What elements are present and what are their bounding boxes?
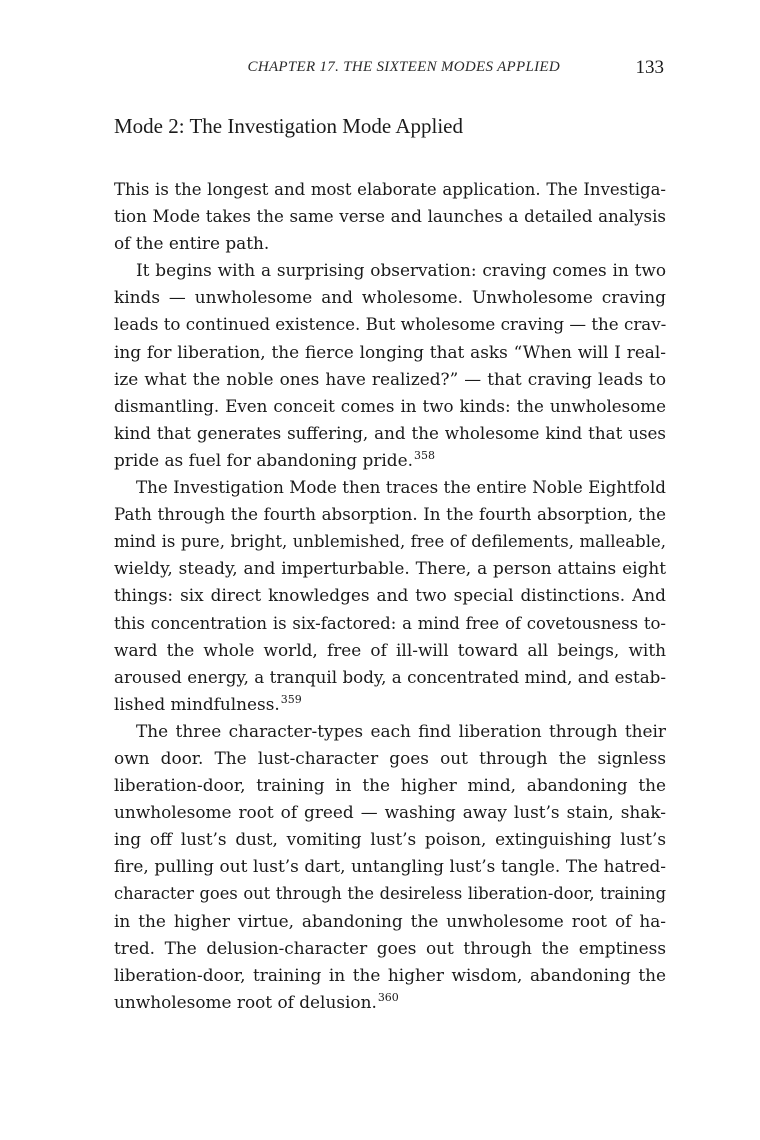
text-line: kinds — unwholesome and wholesome. Unwholesome craving: [114, 287, 666, 308]
text-line: [114, 691, 666, 718]
text-line: of the entire path.: [114, 233, 270, 254]
section-heading: Mode 2: The Investigation Mode Applied: [114, 114, 463, 138]
text-line: character goes out through the desireless liberation-door, training: [114, 884, 666, 904]
text-line: ize what the noble ones have realized?” — that craving leads to: [114, 368, 666, 389]
text-line: own door. The lust-character goes out through the signless: [114, 747, 666, 768]
footnote-marker[interactable]: 359: [280, 692, 302, 706]
text-line: tion Mode takes the same verse and launches a detailed analysis: [114, 206, 666, 227]
text-line: This is the longest and most elaborate application. The Investiga-: [114, 180, 666, 199]
text-line: tred. The delusion-character goes out through the emptiness: [114, 937, 666, 958]
text-line: Path through the fourth absorption. In the fourth absorption, the: [114, 504, 666, 525]
text-line: in the higher virtue, abandoning the unwholesome root of ha-: [114, 910, 666, 931]
paragraph-4: [114, 718, 666, 1016]
text-line: kind that generates suffering, and the wholesome kind that uses: [114, 422, 666, 443]
paragraph-2: [114, 257, 666, 474]
footnote-marker[interactable]: 358: [413, 448, 435, 462]
running-title: CHAPTER 17. THE SIXTEEN MODES APPLIED: [247, 59, 560, 75]
running-header: [114, 57, 666, 81]
text-line: The three character-types each find liberation through their: [136, 720, 666, 741]
text-line: leads to continued existence. But wholesome craving — the crav-: [114, 314, 667, 335]
text-line: this concentration is six-factored: a mind free of covetousness to-: [114, 613, 666, 633]
text-line: fire, pulling out lust’s dart, untangling lust’s tangle. The hatred-: [114, 856, 666, 877]
text-line: ward the whole world, free of ill-will toward all beings, with: [114, 639, 666, 660]
text-line: [114, 447, 666, 474]
text-line: things: six direct knowledges and two special distinctions. And: [114, 585, 666, 606]
text-line: liberation-door, training in the higher mind, abandoning the: [114, 775, 666, 796]
text-line: wieldy, steady, and imperturbable. There, a person attains eight: [114, 558, 666, 579]
page-number: 133: [635, 57, 664, 78]
text-line-content: unwholesome root of delusion.: [114, 991, 377, 1012]
text-line: The Investigation Mode then traces the entire Noble Eightfold: [136, 477, 666, 498]
text-line: mind is pure, bright, unblemished, free of defilements, malleable,: [114, 532, 666, 552]
paragraph-1: [114, 176, 666, 257]
text-line: unwholesome root of greed — washing away lust’s stain, shak-: [114, 802, 666, 823]
footnote-marker[interactable]: 360: [377, 990, 399, 1004]
text-line: ing off lust’s dust, vomiting lust’s poison, extinguishing lust’s: [114, 829, 666, 850]
paragraph-3: [114, 474, 666, 718]
text-line: aroused energy, a tranquil body, a concentrated mind, and estab-: [114, 666, 666, 687]
text-line: dismantling. Even conceit comes in two kinds: the unwholesome: [114, 395, 666, 416]
body-text: [114, 176, 666, 1016]
text-line: [114, 989, 666, 1016]
text-line: It begins with a surprising observation: craving comes in two: [136, 260, 666, 281]
text-line-content: lished mindfulness.: [114, 693, 280, 714]
text-line-content: pride as fuel for abandoning pride.: [114, 449, 413, 470]
text-line: ing for liberation, the fierce longing that asks “When will I real-: [114, 341, 666, 362]
text-line: liberation-door, training in the higher wisdom, abandoning the: [114, 964, 666, 985]
